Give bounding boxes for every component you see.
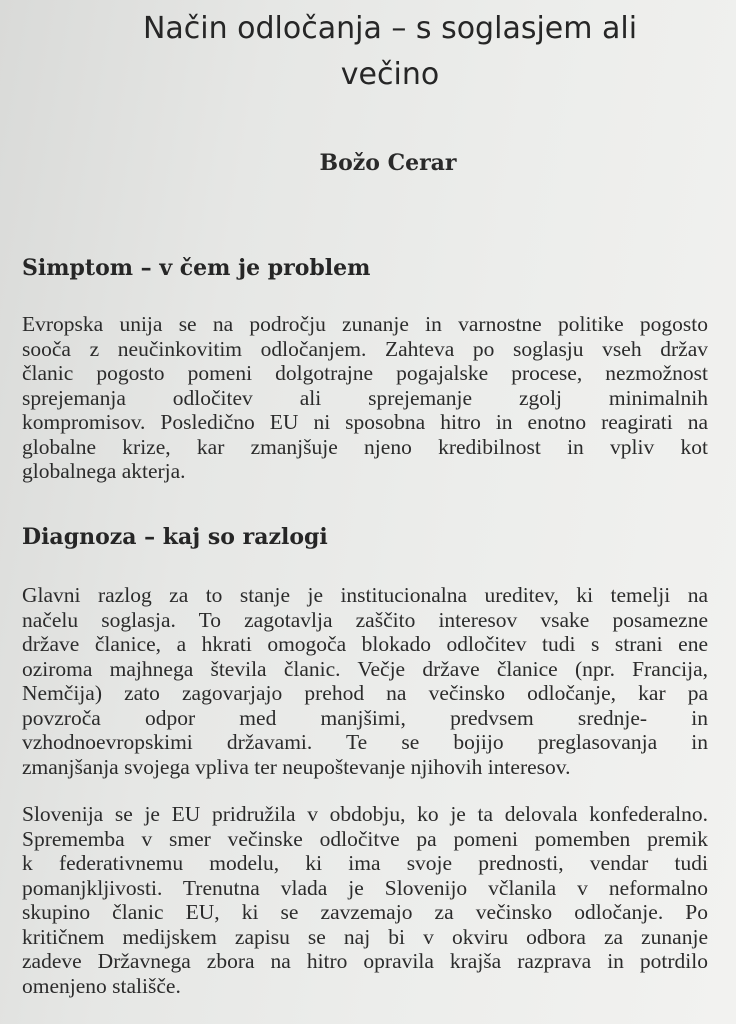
paragraph-line: skupino članic EU, ki se zavzemajo za večinsko odločanje. Po: [22, 900, 708, 924]
paragraph-line: pomanjkljivosti. Trenutna vlada je Slovenijo včlanila v neformalno: [22, 875, 708, 900]
paragraph-diagnosis-1: [22, 583, 708, 779]
paragraph-line: povzroča odpor med manjšimi, predvsem srednje- in: [22, 705, 708, 730]
paragraph-line: zadeve Državnega zbora na hitro opravila krajša razprava in potrdilo: [22, 949, 708, 973]
paragraph-line: Glavni razlog za to stanje je institucionalna ureditev, ki temelji na: [22, 583, 708, 607]
paragraph-line: vzhodnoevropskimi državami. Te se bojijo preglasovanja in: [22, 730, 708, 754]
paragraph-line: države članice, a hkrati omogoča blokado odločitev tudi s strani ene: [22, 632, 708, 656]
paragraph-line: sprejemanja odločitev ali sprejemanje zgolj minimalnih: [22, 385, 708, 410]
paragraph-line: omenjeno stališče.: [22, 973, 181, 998]
paragraph-diagnosis-2: [22, 802, 708, 998]
paragraph-symptom: [22, 312, 708, 484]
paragraph-line: Nemčija) zato zagovarjajo prehod na večinsko odločanje, kar pa: [22, 681, 708, 705]
section-heading-symptom: Simptom – v čem je problem: [22, 255, 371, 281]
article-title-line-2: večino: [340, 57, 440, 92]
paragraph-line: kompromisov. Posledično EU ni sposobna hitro in enotno reagirati na: [22, 410, 708, 434]
paragraph-line: kritičnem medijskem zapisu se naj bi v okviru odbora za zunanje: [22, 924, 708, 949]
paragraph-line: k federativnemu modelu, ki ima svoje prednosti, vendar tudi: [22, 851, 708, 875]
section-heading-diagnosis: Diagnoza – kaj so razlogi: [22, 524, 328, 550]
paragraph-line: globalnega akterja.: [22, 459, 186, 483]
paragraph-line: Slovenija se je EU pridružila v obdobju, ko je ta delovala konfederalno.: [22, 802, 708, 826]
paragraph-line: oziroma majhnega števila članic. Večje države članice (npr. Francija,: [22, 656, 708, 681]
article-title: [60, 6, 720, 98]
paragraph-line: zmanjšanja svojega vpliva ter neupoštevanje njihovih interesov.: [22, 754, 571, 779]
paragraph-line: članic pogosto pomeni dolgotrajne pogajalske procese, nezmožnost: [22, 361, 708, 385]
paragraph-line: globalne krize, kar zmanjšuje njeno kredibilnost in vpliv kot: [22, 434, 708, 459]
paragraph-line: načelu soglasja. To zagotavlja zaščito interesov vsake posamezne: [22, 607, 708, 632]
paragraph-line: Sprememba v smer večinske odločitve pa pomeni pomemben premik: [22, 826, 708, 851]
article-author: Božo Cerar: [319, 150, 457, 176]
paragraph-line: Evropska unija se na področju zunanje in varnostne politike pogosto: [22, 312, 708, 336]
article-title-line-1: Način odločanja – s soglasjem ali: [142, 11, 638, 46]
paragraph-line: sooča z neučinkovitim odločanjem. Zahteva po soglasju vseh držav: [22, 336, 708, 361]
